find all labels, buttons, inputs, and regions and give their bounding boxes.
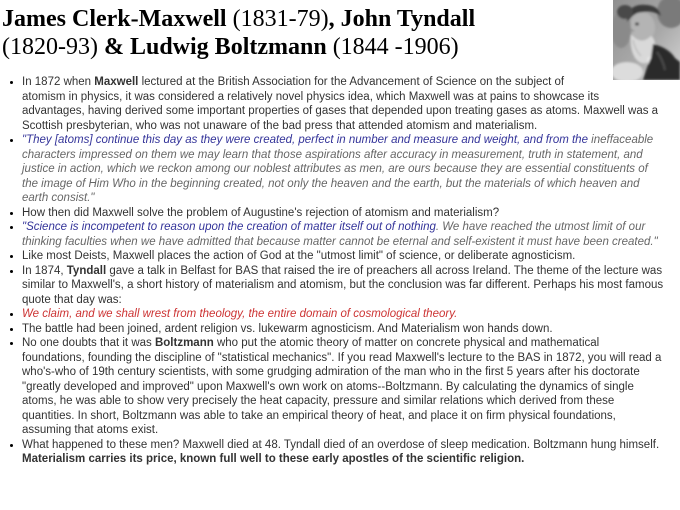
text-segment: The battle had been joined, ardent religion vs. lukewarm agnosticism. And Materialism won hands down. [22,322,553,335]
bullet-item [22,75,664,133]
bullet-item [22,133,664,206]
text-segment: lectured at the British Association for the Advancement of Science on the subject of atomism in physics, it was considered a relatively novel physics idea, which Maxwell was at pains to showcase its advantages, having derived some important properties of gases that depended upon treating gases as atoms. Maxwell was a Scottish presbyterian, who was not unaware of the bad press that attended atomism and materialism. [22,76,659,132]
text-segment: How then did Maxwell solve the problem of Augustine's rejection of atomism and materialism? [22,206,500,219]
text-segment: Materialism carries its price, known full well to these early apostles of the scientific religion. [22,453,525,465]
portrait-photo-icon [613,0,680,80]
maxwell-portrait-photo [613,0,680,80]
text-segment: . We have reached the utmost limit of our thinking faculties when we have admitted that because matter cannot be eternal and self-existent it must have been created." [22,221,658,248]
bullet-item [22,220,664,249]
text-segment: In 1874, [22,264,67,277]
text-segment: "They [atoms] continue this day as they were created, perfect in number and measure and weight, and from the [22,134,592,146]
bullet-item [22,249,664,264]
text-segment: (1820-93) [2,34,104,60]
text-segment: No one doubts that it was [22,337,155,349]
bullet-item [22,322,664,337]
page-title [0,0,680,61]
text-segment: "Science is incompetent to reason upon the creation of matter itself out of nothing [22,221,436,233]
bullet-list [0,75,680,467]
text-segment: James Clerk-Maxwell [2,6,227,32]
text-segment: & Ludwig Boltzmann [103,34,327,60]
bullet-item [22,307,664,322]
text-segment: Maxwell [94,76,139,88]
text-segment: We claim, and we shall wrest from theology, the entire domain of cosmological theory. [22,308,458,320]
text-segment: (1831-79) [226,6,329,32]
bullet-item [22,336,664,438]
text-segment: (1844 -1906) [326,34,459,60]
text-segment: In 1872 when [22,76,95,88]
text-segment: What happened to these men? Maxwell died at 48. Tyndall died of an overdose of sleep medication. Boltzmann hung himself. [22,438,660,451]
title-line [2,5,680,33]
text-segment: ineffaceable characters impressed on them we may learn that those aspirations after accuracy in measurement, truth in statement, and justice in action, which we reckon among our noblest attributes as men, are ours because they are essential constituents of the image of Him Who in the beginning created, not only the heaven and the earth, but the materials of which heaven and earth consist." [22,134,654,204]
text-segment: Boltzmann [154,337,214,349]
bullet-item [22,438,664,467]
bullet-item [22,206,664,221]
bullet-item [22,264,664,308]
text-segment: who put the atomic theory of matter on concrete physical and mathematical foundations, founding the discipline of "statistical mechanics". If you read Maxwell's lecture to the BAS in 1872, you will read a who's-who of 19th century scientists, with some grudging admiration of the man who in the first 5 years after his doctorate "greatly developed and improved" upon Maxwell's own work on atoms--Boltzmann. By calculating the dynamics of single atoms, he was able to show very precisely the heat capacity, pressure and similar relations which derived from these quantities. In short, Boltzmann was able to take an empirical theory of heat, and place it on firm physical foundations, assuming that atoms exist. [22,337,662,436]
text-segment: Like most Deists, Maxwell places the action of God at the "utmost limit" of science, or deliberate agnosticism. [22,250,576,262]
title-line [2,33,680,61]
text-segment: Tyndall [66,264,107,277]
text-segment: , John Tyndall [328,6,476,32]
text-segment: gave a talk in Belfast for BAS that raised the ire of preachers all across Ireland. The theme of the lecture was similar to Maxwell's, a short history of materialism and atomism, but the conclusion was far different. Perhaps his most famous quote that day was: [22,264,664,306]
